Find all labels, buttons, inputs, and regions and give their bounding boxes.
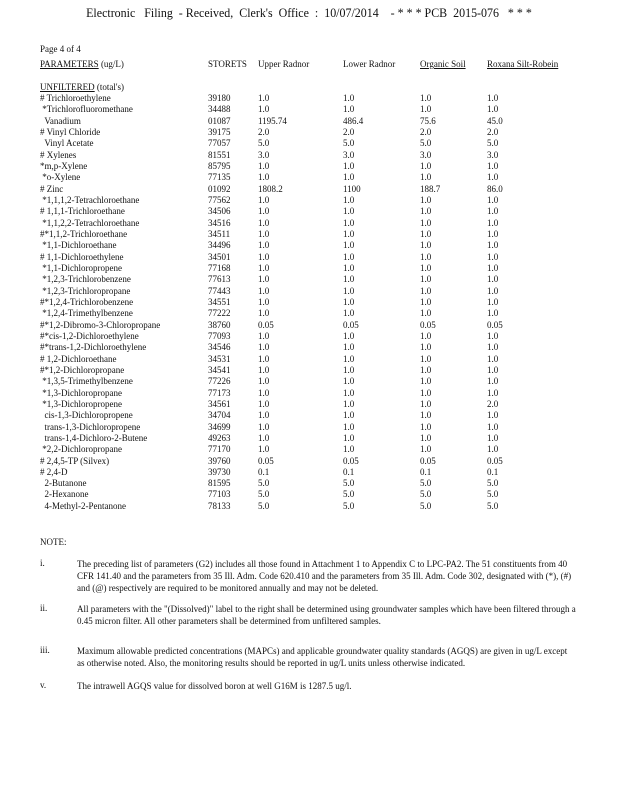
- organic-soil-value: 1.0: [420, 240, 432, 251]
- organic-soil-value: 1.0: [420, 364, 432, 375]
- roxana-value: 0.05: [487, 455, 503, 466]
- parameter-name: # 2,4,5-TP (Silvex): [40, 455, 110, 466]
- storets-code: 77170: [208, 444, 231, 455]
- section-title: UNFILTERED: [40, 82, 95, 92]
- organic-soil-value: 1.0: [420, 398, 432, 409]
- table-row: [0, 422, 618, 433]
- table-row: [0, 308, 618, 319]
- upper-radnor-value: 1.0: [258, 353, 270, 364]
- parameter-name: # 2,4-D: [40, 466, 68, 477]
- lower-radnor-value: 1.0: [343, 160, 355, 171]
- parameters-heading: PARAMETERS: [40, 59, 99, 69]
- upper-radnor-value: 1.0: [258, 93, 270, 103]
- upper-radnor-value: 1195.74: [258, 115, 287, 126]
- storets-code: 81551: [208, 149, 231, 160]
- lower-radnor-value: 5.0: [343, 489, 355, 500]
- parameter-name: *1,1,2,2-Tetrachloroethane: [40, 217, 140, 228]
- roxana-value: 1.0: [487, 274, 499, 285]
- organic-soil-value: 1.0: [420, 274, 432, 285]
- upper-radnor-value: 1.0: [258, 228, 270, 239]
- lower-radnor-value: 1.0: [343, 398, 355, 409]
- units-label: (ug/L): [98, 59, 124, 69]
- note-text: The intrawell AGQS value for dissolved boron at well G16M is 1287.5 ug/l.: [77, 681, 352, 691]
- parameter-name: Vinyl Acetate: [40, 138, 94, 149]
- parameter-name: Vanadium: [40, 115, 81, 126]
- roxana-value: 45.0: [487, 115, 503, 126]
- organic-soil-value: 1.0: [420, 330, 432, 341]
- roxana-value: 1.0: [487, 285, 499, 296]
- lower-radnor-value: 2.0: [343, 126, 355, 137]
- lower-radnor-value: 1.0: [343, 251, 355, 262]
- organic-soil-value: 1.0: [420, 342, 432, 353]
- roxana-value: 1.0: [487, 387, 499, 398]
- column-organic-soil: Organic Soil: [420, 59, 466, 69]
- roxana-value: 1.0: [487, 251, 499, 262]
- storets-code: 01087: [208, 115, 231, 126]
- organic-soil-value: 1.0: [420, 262, 432, 273]
- organic-soil-value: 1.0: [420, 217, 432, 228]
- upper-radnor-value: 2.0: [258, 126, 270, 137]
- table-row: [0, 444, 618, 455]
- parameter-name: # Zinc: [40, 183, 64, 194]
- roxana-value: 2.0: [487, 126, 499, 137]
- parameter-name: *o-Xylene: [40, 172, 81, 183]
- storets-code: 39175: [208, 126, 231, 137]
- organic-soil-value: 1.0: [420, 206, 432, 217]
- roxana-value: 1.0: [487, 194, 499, 205]
- roxana-value: 1.0: [487, 308, 499, 319]
- lower-radnor-value: 1.0: [343, 274, 355, 285]
- table-row: [0, 478, 618, 489]
- parameter-name: *1,2,3-Trichloropropane: [40, 285, 131, 296]
- lower-radnor-value: 1.0: [343, 421, 355, 432]
- table-row: [0, 263, 618, 274]
- table-row: [0, 286, 618, 297]
- upper-radnor-value: 1.0: [258, 376, 270, 387]
- upper-radnor-value: 1.0: [258, 308, 270, 319]
- upper-radnor-value: 5.0: [258, 138, 270, 149]
- table-row: [0, 456, 618, 467]
- upper-radnor-value: 1.0: [258, 262, 270, 273]
- organic-soil-value: 3.0: [420, 149, 432, 160]
- roxana-value: 1.0: [487, 296, 499, 307]
- table-row: [0, 489, 618, 500]
- lower-radnor-value: 1.0: [343, 444, 355, 455]
- parameter-table: [0, 93, 618, 512]
- parameter-name: cis-1,3-Dichloropropene: [40, 410, 133, 421]
- storets-code: 77613: [208, 274, 231, 285]
- upper-radnor-value: 3.0: [258, 149, 270, 160]
- roxana-value: 1.0: [487, 160, 499, 171]
- storets-code: 34516: [208, 217, 231, 228]
- table-row: [0, 240, 618, 251]
- organic-soil-value: 1.0: [420, 432, 432, 443]
- organic-soil-value: 75.6: [420, 115, 436, 126]
- roxana-value: 5.0: [487, 138, 499, 149]
- lower-radnor-value: 1100: [343, 183, 361, 194]
- storets-code: 77226: [208, 376, 231, 387]
- storets-code: 77093: [208, 330, 231, 341]
- storets-code: 81595: [208, 478, 231, 489]
- table-row: [0, 467, 618, 478]
- organic-soil-value: 1.0: [420, 410, 432, 421]
- parameter-name: *1,2,3-Trichlorobenzene: [40, 274, 131, 285]
- note-number: iii.: [40, 645, 50, 655]
- upper-radnor-value: 1.0: [258, 387, 270, 398]
- table-row: [0, 501, 618, 512]
- parameter-name: *1,1-Dichloroethane: [40, 240, 117, 251]
- parameter-name: *1,1-Dichloropropene: [40, 262, 122, 273]
- roxana-value: 1.0: [487, 421, 499, 432]
- organic-soil-value: 0.05: [420, 319, 436, 330]
- table-row: [0, 320, 618, 331]
- column-parameters: [40, 59, 124, 69]
- note-label: NOTE:: [40, 537, 67, 547]
- table-row: [0, 138, 618, 149]
- upper-radnor-value: 1.0: [258, 217, 270, 228]
- lower-radnor-value: 1.0: [343, 387, 355, 398]
- lower-radnor-value: 5.0: [343, 478, 355, 489]
- organic-soil-value: 1.0: [420, 308, 432, 319]
- note-text: All parameters with the "(Dissolved)" label to the right shall be determined using groundwater samples which have been filtered through a 0.45 micron filter. All other parameters shall be determined from unfiltered samples.: [77, 604, 576, 626]
- table-row: [0, 331, 618, 342]
- upper-radnor-value: 1808.2: [258, 183, 283, 194]
- parameter-name: #*1,1,2-Trichloroethane: [40, 228, 128, 239]
- organic-soil-value: 1.0: [420, 172, 432, 183]
- parameter-name: # Vinyl Chloride: [40, 126, 101, 137]
- lower-radnor-value: 1.0: [343, 342, 355, 353]
- organic-soil-value: 1.0: [420, 296, 432, 307]
- roxana-value: 1.0: [487, 410, 499, 421]
- roxana-value: 1.0: [487, 353, 499, 364]
- note-text: The preceding list of parameters (G2) includes all those found in Attachment 1 to Appendix C to LPC-PA2. The 51 constituents from 40 CFR 141.40 and the parameters from 35 Ill. Adm. Code 620.410 and the parameters from 35 Ill. Adm. Code 302, designated with (*), (#) and (@) respectively are required to be monitored annually and may not be deleted.: [77, 559, 572, 593]
- table-row: [0, 229, 618, 240]
- roxana-value: 1.0: [487, 444, 499, 455]
- roxana-value: 0.05: [487, 319, 503, 330]
- parameter-name: trans-1,3-Dichloropropene: [40, 421, 141, 432]
- roxana-value: 1.0: [487, 364, 499, 375]
- upper-radnor-value: 1.0: [258, 342, 270, 353]
- table-row: [0, 365, 618, 376]
- table-row: [0, 354, 618, 365]
- upper-radnor-value: 1.0: [258, 364, 270, 375]
- table-row: [0, 206, 618, 217]
- storets-code: 34704: [208, 410, 231, 421]
- roxana-value: 1.0: [487, 342, 499, 353]
- roxana-value: 1.0: [487, 93, 499, 103]
- parameter-name: #*trans-1,2-Dichloroethylene: [40, 342, 147, 353]
- lower-radnor-value: 1.0: [343, 410, 355, 421]
- parameter-name: # Trichloroethylene: [40, 93, 111, 103]
- upper-radnor-value: 5.0: [258, 489, 270, 500]
- table-row: [0, 161, 618, 172]
- table-row: [0, 342, 618, 353]
- storets-code: 85795: [208, 160, 231, 171]
- organic-soil-value: 1.0: [420, 228, 432, 239]
- upper-radnor-value: 1.0: [258, 432, 270, 443]
- organic-soil-value: 5.0: [420, 489, 432, 500]
- lower-radnor-value: 1.0: [343, 432, 355, 443]
- parameter-name: # Xylenes: [40, 149, 77, 160]
- table-row: [0, 433, 618, 444]
- storets-code: 39760: [208, 455, 231, 466]
- storets-code: 34541: [208, 364, 231, 375]
- parameter-name: #*cis-1,2-Dichloroethylene: [40, 330, 139, 341]
- lower-radnor-value: 5.0: [343, 500, 355, 511]
- upper-radnor-value: 1.0: [258, 285, 270, 296]
- roxana-value: 3.0: [487, 149, 499, 160]
- parameter-name: *1,3-Dichloropropene: [40, 398, 122, 409]
- upper-radnor-value: 0.1: [258, 466, 270, 477]
- roxana-value: 1.0: [487, 228, 499, 239]
- lower-radnor-value: 1.0: [343, 353, 355, 364]
- roxana-value: 2.0: [487, 398, 499, 409]
- lower-radnor-value: 5.0: [343, 138, 355, 149]
- upper-radnor-value: 5.0: [258, 478, 270, 489]
- upper-radnor-value: 1.0: [258, 206, 270, 217]
- lower-radnor-value: 1.0: [343, 228, 355, 239]
- lower-radnor-value: 1.0: [343, 262, 355, 273]
- upper-radnor-value: 1.0: [258, 104, 270, 115]
- roxana-value: 1.0: [487, 172, 499, 183]
- roxana-value: 5.0: [487, 489, 499, 500]
- upper-radnor-value: 0.05: [258, 319, 274, 330]
- section-suffix: (total's): [94, 82, 125, 92]
- upper-radnor-value: 1.0: [258, 296, 270, 307]
- roxana-value: 5.0: [487, 500, 499, 511]
- roxana-value: 1.0: [487, 240, 499, 251]
- organic-soil-value: 5.0: [420, 478, 432, 489]
- storets-code: 39180: [208, 93, 231, 103]
- organic-soil-value: 1.0: [420, 251, 432, 262]
- storets-code: 34561: [208, 398, 231, 409]
- lower-radnor-value: 0.05: [343, 455, 359, 466]
- table-row: [0, 252, 618, 263]
- lower-radnor-value: 1.0: [343, 240, 355, 251]
- upper-radnor-value: 0.05: [258, 455, 274, 466]
- parameter-name: #*1,2,4-Trichlorobenzene: [40, 296, 134, 307]
- upper-radnor-value: 1.0: [258, 172, 270, 183]
- roxana-value: 1.0: [487, 104, 499, 115]
- lower-radnor-value: 1.0: [343, 172, 355, 183]
- roxana-value: 1.0: [487, 432, 499, 443]
- roxana-value: 1.0: [487, 376, 499, 387]
- organic-soil-value: 5.0: [420, 138, 432, 149]
- lower-radnor-value: 1.0: [343, 296, 355, 307]
- page-label: Page 4 of 4: [40, 44, 81, 54]
- note-number: v.: [40, 680, 47, 690]
- storets-code: 34699: [208, 421, 231, 432]
- storets-code: 77222: [208, 308, 231, 319]
- storets-code: 77168: [208, 262, 231, 273]
- storets-code: 01092: [208, 183, 231, 194]
- lower-radnor-value: 1.0: [343, 206, 355, 217]
- roxana-value: 0.1: [487, 466, 499, 477]
- column-lower-radnor: Lower Radnor: [343, 59, 396, 69]
- organic-soil-value: 1.0: [420, 444, 432, 455]
- parameter-name: trans-1,4-Dichloro-2-Butene: [40, 432, 148, 443]
- table-row: [0, 388, 618, 399]
- parameter-name: *2,2-Dichloropropane: [40, 444, 122, 455]
- table-row: [0, 399, 618, 410]
- storets-code: 34511: [208, 228, 231, 239]
- organic-soil-value: 1.0: [420, 104, 432, 115]
- lower-radnor-value: 1.0: [343, 308, 355, 319]
- organic-soil-value: 1.0: [420, 421, 432, 432]
- parameter-name: #*1,2-Dichloropropane: [40, 364, 125, 375]
- table-row: [0, 150, 618, 161]
- roxana-value: 1.0: [487, 262, 499, 273]
- organic-soil-value: 1.0: [420, 160, 432, 171]
- roxana-value: 1.0: [487, 217, 499, 228]
- parameter-name: # 1,1-Dichloroethylene: [40, 251, 124, 262]
- parameter-name: *1,2,4-Trimethylbenzene: [40, 308, 133, 319]
- storets-code: 77103: [208, 489, 231, 500]
- table-row: [0, 172, 618, 183]
- filing-header: Electronic Filing - Received, Clerk's Office : 10/07/2014 - * * * PCB 2015-076 * * *: [86, 5, 532, 20]
- upper-radnor-value: 1.0: [258, 160, 270, 171]
- roxana-value: 1.0: [487, 206, 499, 217]
- parameter-name: *1,3-Dichloropropane: [40, 387, 122, 398]
- table-row: [0, 274, 618, 285]
- table-row: [0, 116, 618, 127]
- parameter-name: #*1,2-Dibromo-3-Chloropropane: [40, 319, 161, 330]
- storets-code: 34488: [208, 104, 231, 115]
- organic-soil-value: 1.0: [420, 194, 432, 205]
- organic-soil-value: 1.0: [420, 93, 432, 103]
- column-roxana: Roxana Silt-Robein: [487, 59, 559, 69]
- table-row: [0, 376, 618, 387]
- organic-soil-value: 1.0: [420, 353, 432, 364]
- organic-soil-value: 0.1: [420, 466, 432, 477]
- lower-radnor-value: 486.4: [343, 115, 364, 126]
- lower-radnor-value: 1.0: [343, 330, 355, 341]
- organic-soil-value: 1.0: [420, 285, 432, 296]
- storets-code: 78133: [208, 500, 231, 511]
- organic-soil-value: 5.0: [420, 500, 432, 511]
- organic-soil-value: 188.7: [420, 183, 441, 194]
- storets-code: 49263: [208, 432, 231, 443]
- parameter-name: 2-Butanone: [40, 478, 87, 489]
- parameter-name: *1,1,1,2-Tetrachloroethane: [40, 194, 140, 205]
- upper-radnor-value: 1.0: [258, 421, 270, 432]
- upper-radnor-value: 1.0: [258, 410, 270, 421]
- lower-radnor-value: 1.0: [343, 217, 355, 228]
- storets-code: 34496: [208, 240, 231, 251]
- lower-radnor-value: 1.0: [343, 104, 355, 115]
- lower-radnor-value: 1.0: [343, 364, 355, 375]
- table-row: [0, 297, 618, 308]
- table-row: [0, 127, 618, 138]
- parameter-name: # 1,1,1-Trichloroethane: [40, 206, 125, 217]
- lower-radnor-value: 1.0: [343, 194, 355, 205]
- upper-radnor-value: 1.0: [258, 330, 270, 341]
- roxana-value: 1.0: [487, 330, 499, 341]
- parameter-name: 2-Hexanone: [40, 489, 89, 500]
- parameter-name: *Trichlorofluoromethane: [40, 104, 133, 115]
- storets-code: 34501: [208, 251, 231, 262]
- table-row: [0, 104, 618, 115]
- organic-soil-value: 0.05: [420, 455, 436, 466]
- table-row: [0, 195, 618, 206]
- upper-radnor-value: 1.0: [258, 444, 270, 455]
- table-row: [0, 184, 618, 195]
- upper-radnor-value: 1.0: [258, 194, 270, 205]
- organic-soil-value: 1.0: [420, 376, 432, 387]
- column-storets: STORETS: [208, 59, 247, 69]
- lower-radnor-value: 3.0: [343, 149, 355, 160]
- parameter-name: 4-Methyl-2-Pentanone: [40, 500, 126, 511]
- lower-radnor-value: 0.1: [343, 466, 355, 477]
- upper-radnor-value: 1.0: [258, 398, 270, 409]
- table-row: [0, 218, 618, 229]
- parameter-name: *m,p-Xylene: [40, 160, 88, 171]
- lower-radnor-value: 1.0: [343, 376, 355, 387]
- storets-code: 77135: [208, 172, 231, 183]
- upper-radnor-value: 5.0: [258, 500, 270, 511]
- note-number: ii.: [40, 603, 48, 613]
- upper-radnor-value: 1.0: [258, 240, 270, 251]
- lower-radnor-value: 1.0: [343, 93, 355, 103]
- roxana-value: 86.0: [487, 183, 503, 194]
- storets-code: 77057: [208, 138, 231, 149]
- table-row: [0, 93, 618, 104]
- upper-radnor-value: 1.0: [258, 274, 270, 285]
- lower-radnor-value: 1.0: [343, 285, 355, 296]
- section-heading: [40, 82, 124, 92]
- storets-code: 38760: [208, 319, 231, 330]
- storets-code: 34546: [208, 342, 231, 353]
- table-row: [0, 410, 618, 421]
- organic-soil-value: 1.0: [420, 387, 432, 398]
- storets-code: 77173: [208, 387, 231, 398]
- storets-code: 39730: [208, 466, 231, 477]
- note-number: i.: [40, 558, 45, 568]
- roxana-value: 5.0: [487, 478, 499, 489]
- column-upper-radnor: Upper Radnor: [258, 59, 310, 69]
- storets-code: 34531: [208, 353, 231, 364]
- organic-soil-value: 2.0: [420, 126, 432, 137]
- parameter-name: # 1,2-Dichloroethane: [40, 353, 117, 364]
- upper-radnor-value: 1.0: [258, 251, 270, 262]
- lower-radnor-value: 0.05: [343, 319, 359, 330]
- storets-code: 77562: [208, 194, 231, 205]
- storets-code: 34551: [208, 296, 231, 307]
- note-text: Maximum allowable predicted concentrations (MAPCs) and applicable groundwater quality standards (AGQS) are given in ug/L except as otherwise noted. Also, the monitoring results should be reported in ug/L units unless otherwise indicated.: [77, 646, 568, 668]
- storets-code: 77443: [208, 285, 231, 296]
- parameter-name: *1,3,5-Trimethylbenzene: [40, 376, 133, 387]
- storets-code: 34506: [208, 206, 231, 217]
